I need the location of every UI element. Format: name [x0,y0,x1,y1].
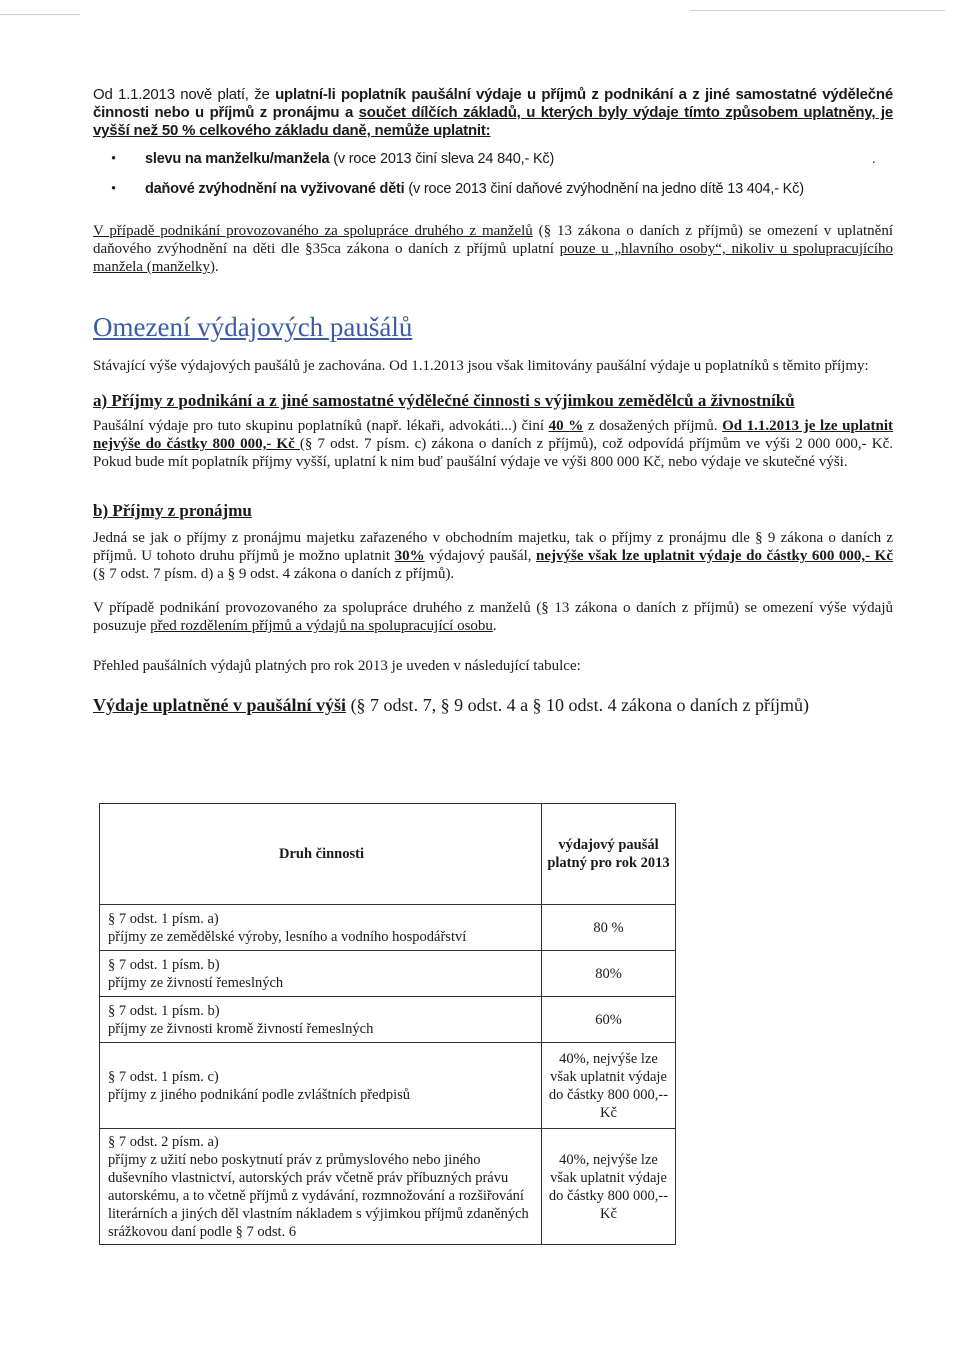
activity-description: příjmy z užití nebo poskytnutí práv z průmyslového nebo jiného duševního vlastnictví, autorských práv včetně práv příbuzných právu autorskému, a to včetně příjmů z vydávání, rozmnožování a rozšiřování literárních a jiných děl vlastním nákladem s výjimkou příjmů zdaněných srážkovou daní podle § 7 odst. 6 [108,1151,529,1240]
text-run: Paušální výdaje pro tuto skupinu poplatníků (např. lékaři, advokáti...) činí [93,418,549,434]
column-header-rate: výdajový paušál platný pro rok 2013 [542,804,676,905]
spouse-paragraph [93,222,893,276]
table-title [93,695,893,716]
list-item [93,150,893,168]
activity-cell [100,951,542,997]
subsection-b-text [93,529,893,583]
text-run: . [492,618,497,634]
activity-description: příjmy z jiného podnikání podle zvláštních předpisů [108,1086,411,1103]
text-run: Jedná se jak o příjmy z pronájmu majetku zařazeného v obchodním majetku, tak o příjmy z pronájmu dle § 9 zákona o daních z příjmů. U tohoto druhu příjmů je možno uplatnit [93,530,893,564]
table-header-row [100,804,676,905]
bullet-text: (v roce 2013 činí sleva 24 840,- Kč) [329,151,555,167]
activity-description: příjmy ze zemědělské výroby, lesního a vodního hospodářství [108,928,467,945]
subsection-a-heading: a) Příjmy z podnikání a z jiné samostatné výdělečné činnosti s výjimkou zemědělců a živnostníků [93,391,795,410]
restriction-list [93,150,893,198]
subsection-a-text [93,417,893,471]
spouse-underlined: V případě podnikání provozovaného za spolupráce druhého z manželů [93,223,533,239]
activity-description: příjmy ze živností řemeslných [108,974,284,991]
spouse-underlined-2: pouze u „hlavního osoby“, nikoliv u spolupracujícího manžela (manželky) [93,241,893,275]
bullet-bold: slevu na manželku/manžela [145,151,330,167]
activity-cell [100,905,542,951]
scan-artifact-line [690,10,945,11]
bullet-text: (v roce 2013 činí daňové zvýhodnění na jedno dítě 13 404,- Kč) [404,181,804,197]
spouse-text-end: . [215,259,219,275]
activity-description: příjmy ze živnosti kromě živností řemeslných [108,1020,374,1037]
table-row [100,997,676,1043]
intro-bold: uplatní-li poplatník paušální výdaje u příjmů z podnikání a z jiné samostatné výdělečné činnosti nebo u příjmů z pronájmu a [93,86,893,121]
spouse-paragraph-2 [93,599,893,635]
law-reference: § 7 odst. 2 písm. a) [108,1133,219,1150]
scan-artifact-line [0,14,80,15]
text-run: výdajový paušál, [424,548,537,564]
rate-cell: 80 % [542,905,676,951]
rate-cell: 60% [542,997,676,1043]
list-item [93,180,893,198]
bullet-bold: daňové zvýhodnění na vyživované děti [145,181,405,197]
table-row [100,1129,676,1245]
intro-bold-underlined: součet dílčích základů, u kterých byly výdaje tímto způsobem uplatněny, je vyšší než 50 % celkového základu daně, nemůže uplatnit: [93,104,893,139]
rate-cell: 40%, nejvýše lze však uplatnit výdaje do částky 800 000,-- Kč [542,1129,676,1245]
table-row [100,1043,676,1129]
text-run: (§ 7 odst. 7 písm. c) zákona o daních z příjmů), což odpovídá příjmům ve výši 2 000 000,- Kč. Pokud bude mít poplatník příjmy vyšší, uplatní k nim buď paušální výdaje ve výši 800 000 Kč, nebo výdaje ve skutečné výši. [93,436,893,470]
subsection-b-heading: b) Příjmy z pronájmu [93,501,252,520]
bullet-icon: • [111,151,117,167]
table-row [100,905,676,951]
document-page [93,86,893,716]
rate-cell: 40%, nejvýše lze však uplatnit výdaje do částky 800 000,-- Kč [542,1043,676,1129]
limit-highlight: Od 1.1.2013 je lze uplatnit nejvýše do částky 800 000,- Kč [93,418,894,452]
law-reference: § 7 odst. 1 písm. b) [108,1002,220,1019]
rate-highlight: 40 % [548,418,584,434]
law-reference: § 7 odst. 1 písm. b) [108,956,220,973]
underlined-run: před rozdělením příjmů a výdajů na spolupracující osobu [150,618,493,634]
text-run: V případě podnikání provozovaného za spolupráce druhého z manželů (§ 13 zákona o daních z příjmů) se omezení výše výdajů posuzuje [93,600,893,634]
rate-cell: 80% [542,951,676,997]
expense-rates-table [99,803,676,1245]
spouse-text: (§ 13 zákona o daních z příjmů) se omezení v uplatnění daňového zvýhodnění na děti dle §35ca zákona o daních z příjmů uplatní [93,223,893,257]
limit-highlight: nejvýše však lze uplatnit výdaje do částky 600 000,- Kč [536,548,893,564]
section-title: Omezení výdajových paušálů [93,312,413,342]
bullet-icon: • [111,181,117,197]
law-reference: § 7 odst. 1 písm. c) [108,1068,219,1085]
text-run: z dosažených příjmů. [583,418,723,434]
activity-cell [100,1043,542,1129]
stray-dot: . [872,152,876,167]
table-title-lead: Výdaje uplatněné v paušální výši [93,695,347,715]
table-title-rest: (§ 7 odst. 7, § 9 odst. 4 a § 10 odst. 4 zákona o daních z příjmů) [346,695,809,715]
rate-highlight: 30% [394,548,425,564]
activity-cell [100,997,542,1043]
overview-sentence: Přehled paušálních výdajů platných pro rok 2013 je uveden v následující tabulce: [93,658,581,674]
law-reference: § 7 odst. 1 písm. a) [108,910,219,927]
column-header-activity: Druh činnosti [100,804,542,905]
intro-paragraph [93,86,893,140]
activity-cell [100,1129,542,1245]
intro-lead: Od 1.1.2013 nově platí, že [93,86,276,103]
section-intro: Stávající výše výdajových paušálů je zachována. Od 1.1.2013 jsou však limitovány paušální výdaje u poplatníků s těmito příjmy: [93,358,869,374]
table-row [100,951,676,997]
text-run: (§ 7 odst. 7 písm. d) a § 9 odst. 4 zákona o daních z příjmů). [93,566,455,582]
